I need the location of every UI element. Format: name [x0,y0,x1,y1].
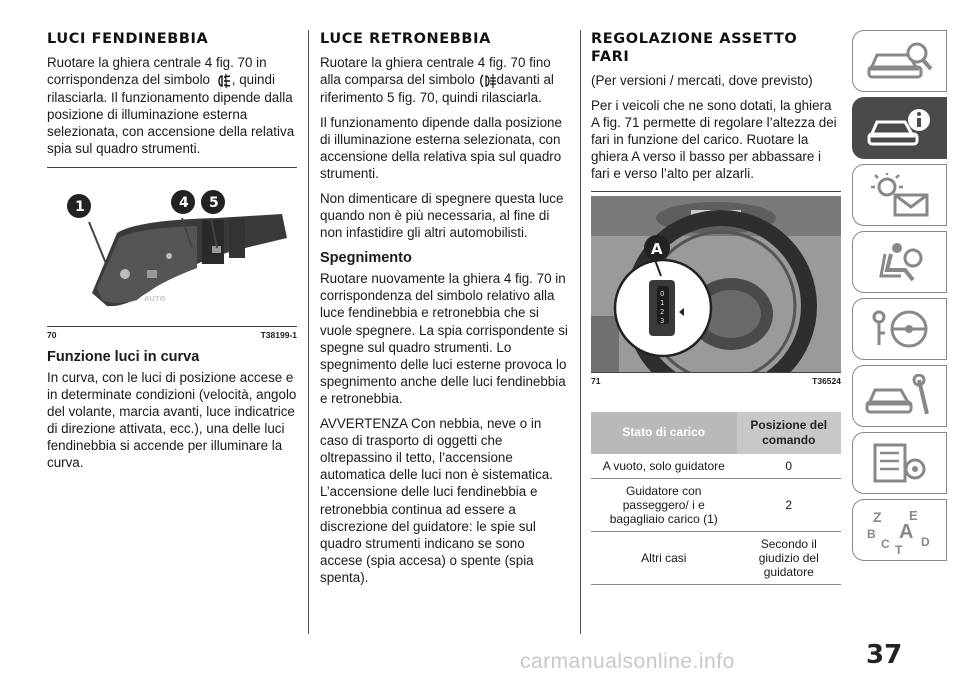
index-letter: T [894,543,902,556]
callout-label-1: 1 [75,198,85,215]
car-wrench-icon [865,374,935,418]
divider [591,191,841,192]
callout-label-4: 4 [179,194,189,211]
subsection-title-curve-lights: Funzione luci in curva [47,348,200,365]
figure-code: T38199-1 [260,329,297,340]
rear-fog-paragraph-3: Non dimenticare di spegnere questa luce quando non è più necessaria, al fine di non infastidire gli altri automobilisti. [320,191,564,241]
tab-emergency[interactable] [852,365,947,427]
load-state-table [591,412,841,585]
stalk-auto-label: AUTO [144,294,166,303]
section-title-fog-lights: LUCI FENDINEBBIA [47,31,209,47]
column-headlight-alignment [591,30,841,585]
light-stalk-illustration [47,168,297,326]
rear-fog-paragraph-2: Il funzionamento dipende dalla posizione di illuminazione esterna selezionata, con accensione della relativa spia sul quadro strumenti. [320,114,562,181]
dial-value-1: 1 [660,298,665,307]
steering-key-icon [865,307,935,351]
dashboard-photo-illustration [591,196,841,372]
column-rear-fog-light [320,30,570,594]
table-header-row [591,412,841,454]
dial-value-3: 3 [660,316,665,325]
section-title-rear-fog: LUCE RETRONEBBIA [320,31,491,47]
index-letter: Z [872,509,882,525]
figure-70-caption [47,326,297,340]
index-letter: A [898,521,913,543]
switch-off-paragraph: Ruotare nuovamente la ghiera 4 fig. 70 in corrispondenza del simbolo relativo alla luce fendinebbia e retronebbia che si vuole spegnere. La spia corrispondente si spegne sul quadro strumenti. Lo spegnimento delle luci esterne provoca lo spegnimento anche delle luci fendinebbia e retronebbia. [320,271,568,406]
subsection-title-switch-off: Spegnimento [320,250,412,267]
tab-safety[interactable] [852,231,947,293]
page-number: 37 [866,640,903,670]
car-search-icon [865,39,935,83]
alphabet-index-icon [865,504,935,556]
table-cell: 2 [737,478,842,531]
callout-label-a: A [651,239,663,258]
table-row [591,454,841,479]
tab-maintenance[interactable] [852,432,947,494]
tab-car-info[interactable] [852,97,947,159]
curve-lights-paragraph: In curva, con le luci di posizione accese e in determinate condizioni (velocità, angolo del volante, marcia avanti, luce indicatrice di direzione attivata, ecc.), una delle luci fendinebbia si accende per illuminare la curva. [47,369,297,471]
warning-paragraph: AVVERTENZA Con nebbia, neve o in caso di trasporto di oggetti che oltrepassino il tetto, l’accensione automatica delle luci non è sistematica. L’accensione delle luci fendinebbia e retronebbia continua ad essere a discrezione del guidatore: le spie sul quadro strumenti indicano se sono accese (spia accesa) o spente (spia spenta). [320,416,553,585]
table-cell: 0 [737,454,842,479]
figure-number: 70 [47,329,57,340]
chapter-sidebar [852,30,947,566]
figure-71-dashboard [591,196,841,372]
rear-fog-light-icon [479,73,497,89]
index-letter: C [880,537,890,551]
airbag-seat-icon [865,240,935,284]
figure-code: T36524 [812,375,841,386]
section-title-headlight-alignment: REGOLAZIONE ASSETTO FARI [591,31,798,65]
versions-note: (Per versioni / mercati, dove previsto) [591,73,813,88]
header-load-state: Stato di carico [591,412,737,454]
index-letter: D [920,535,930,549]
checklist-gear-icon [865,441,935,485]
table-cell: Guidatore con passeggero/ i e bagagliaio carico (1) [591,478,737,531]
callout-label-5: 5 [209,194,219,211]
table-cell: Secondo il giudizio del guidatore [737,531,842,584]
column-fog-lights [47,30,297,479]
table-row [591,478,841,531]
tab-index[interactable] [852,499,947,561]
tab-starting-driving[interactable] [852,298,947,360]
index-letter: E [908,508,918,523]
dial-value-2: 2 [660,307,665,316]
column-divider [580,30,581,634]
tab-warning-lights[interactable] [852,164,947,226]
fog-lights-paragraph: Ruotare la ghiera centrale 4 fig. 70 in corrispondenza del simbolo , quindi rilasciarla. Il funzionamento dipende dalla posizione di illuminazione esterna selezionata, con accensione della relativa spia sul quadro strumenti. [47,55,295,156]
table-cell: A vuoto, solo guidatore [591,454,737,479]
index-letter: B [866,527,876,541]
table-cell: Altri casi [591,531,737,584]
header-control-position: Posizione del comando [737,412,842,454]
figure-71-caption [591,372,841,386]
column-divider [308,30,309,634]
figure-number: 71 [591,375,601,386]
rear-fog-paragraph-1: Ruotare la ghiera centrale 4 fig. 70 fino alla comparsa del simbolo davanti al riferimento 5 fig. 70, quindi rilasciarla. [320,55,554,105]
warning-light-envelope-icon [865,173,935,217]
front-fog-light-icon [214,73,232,89]
car-info-icon [865,106,935,150]
headlight-paragraph: Per i veicoli che ne sono dotati, la ghiera A fig. 71 permette di regolare l’altezza dei fari in funzione del carico. Ruotare la ghiera A verso il basso per abbassare i fari e verso l’alto per alzarli. [591,98,837,182]
table-row [591,531,841,584]
tab-car-knowledge[interactable] [852,30,947,92]
watermark: carmanualsonline.info [520,650,735,673]
dial-value-0: 0 [660,289,665,298]
figure-70-light-stalk [47,168,297,326]
